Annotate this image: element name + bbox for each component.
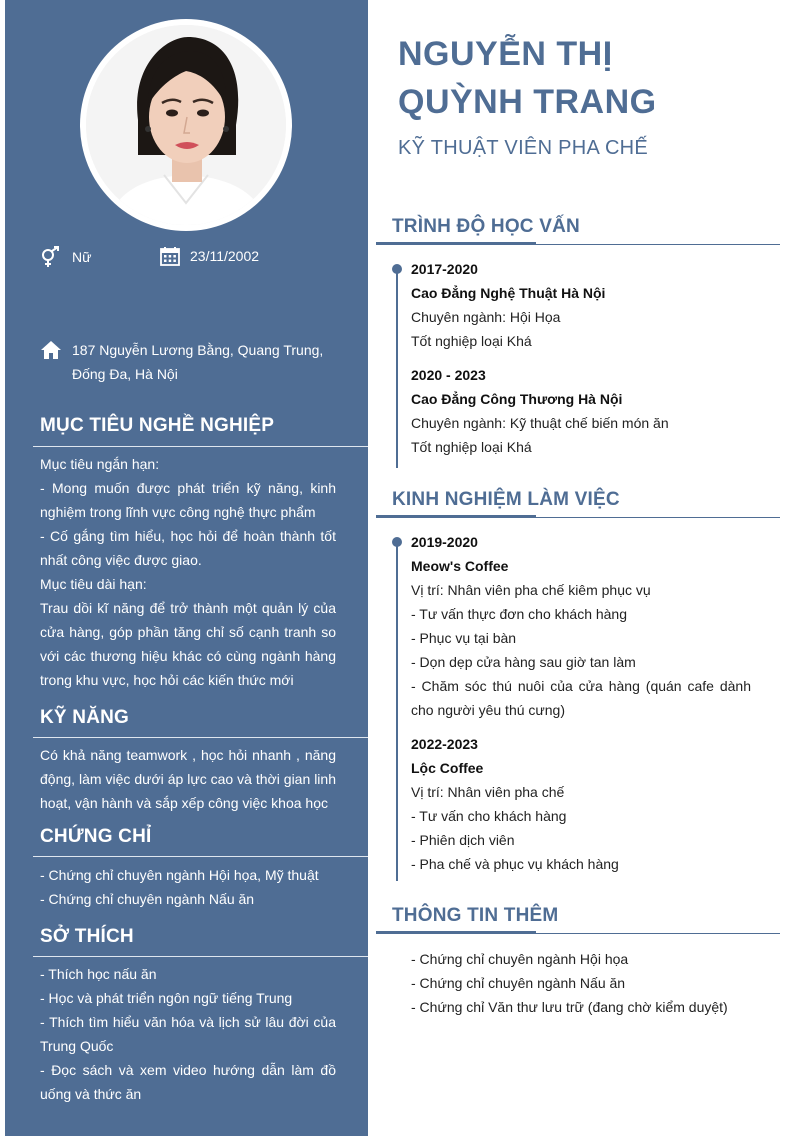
education-timeline <box>396 266 398 468</box>
education-major: Chuyên ngành: Hội Họa <box>411 309 561 325</box>
birthday-value: 23/11/2002 <box>190 248 260 264</box>
objective-line: - Mong muốn được phát triển kỹ năng, kinh nghiệm trong lĩnh vực công nghệ thực phẩm <box>40 480 336 520</box>
certificate-item: - Chứng chỉ chuyên ngành Hội họa, Mỹ thuật <box>40 867 319 883</box>
certificates-heading: CHỨNG CHỈ <box>40 826 152 847</box>
gender-value: Nữ <box>72 249 92 265</box>
experience-period: 2022-2023 <box>411 736 478 752</box>
additional-item: - Chứng chỉ chuyên ngành Nấu ăn <box>411 975 626 991</box>
candidate-name <box>398 30 657 126</box>
certificate-item: - Chứng chỉ chuyên ngành Nấu ăn <box>40 891 255 907</box>
gender-row <box>40 246 91 268</box>
experience-line: - Phiên dịch viên <box>411 832 515 848</box>
certificates-divider <box>33 856 368 857</box>
objective-text <box>40 452 336 692</box>
experience-company: Lộc Coffee <box>411 760 484 776</box>
education-heading: TRÌNH ĐỘ HỌC VẤN <box>392 216 580 237</box>
additional-list <box>411 947 751 1019</box>
hobbies-heading: SỞ THÍCH <box>40 926 134 947</box>
experience-company: Meow's Coffee <box>411 558 509 574</box>
address-row <box>40 338 360 386</box>
avatar-frame <box>80 19 292 231</box>
skills-heading: KỸ NĂNG <box>40 707 130 728</box>
experience-line: Vị trí: Nhân viên pha chế <box>411 784 565 800</box>
name-line-1: NGUYỄN THỊ <box>398 35 613 73</box>
additional-heading: THÔNG TIN THÊM <box>392 905 559 926</box>
experience-period: 2019-2020 <box>411 534 478 550</box>
education-school: Cao Đẳng Nghệ Thuật Hà Nội <box>411 285 606 301</box>
additional-divider-accent <box>376 931 536 934</box>
experience-line: - Chăm sóc thú nuôi của cửa hàng (quán cafe dành cho người yêu thú cưng) <box>411 678 751 718</box>
experience-divider-accent <box>376 515 536 518</box>
experience-line: - Tư vấn thực đơn cho khách hàng <box>411 606 628 622</box>
address-value: 187 Nguyễn Lương Bằng, Quang Trung, Đống Đa, Hà Nội <box>72 342 324 382</box>
experience-list <box>411 530 751 876</box>
gender-icon <box>40 246 62 268</box>
certificates-text <box>40 863 336 911</box>
experience-line: - Tư vấn cho khách hàng <box>411 808 567 824</box>
hobby-item: - Học và phát triển ngôn ngữ tiếng Trung <box>40 990 293 1006</box>
education-grade: Tốt nghiệp loại Khá <box>411 333 532 349</box>
education-school: Cao Đẳng Công Thương Hà Nội <box>411 391 623 407</box>
experience-timeline-dot <box>392 537 402 547</box>
job-title: KỸ THUẬT VIÊN PHA CHẾ <box>398 137 649 159</box>
hobby-item: - Đọc sách và xem video hướng dẫn làm đồ uống và thức ăn <box>40 1062 336 1102</box>
skills-text: Có khả năng teamwork , học hỏi nhanh , năng động, làm việc dưới áp lực cao và thời gian linh hoạt, vận hành và sắp xếp công việc khoa học <box>40 747 336 811</box>
objective-heading: MỤC TIÊU NGHỀ NGHIỆP <box>40 415 275 436</box>
home-icon <box>40 340 62 360</box>
education-grade: Tốt nghiệp loại Khá <box>411 439 532 455</box>
calendar-icon <box>160 246 180 266</box>
experience-line: Vị trí: Nhân viên pha chế kiêm phục vụ <box>411 582 651 598</box>
experience-heading: KINH NGHIỆM LÀM VIỆC <box>392 489 620 510</box>
experience-line: - Dọn dẹp cửa hàng sau giờ tan làm <box>411 654 636 670</box>
experience-timeline <box>396 539 398 881</box>
additional-item: - Chứng chỉ Văn thư lưu trữ (đang chờ kiểm duyệt) <box>411 999 728 1015</box>
objective-divider <box>33 446 368 447</box>
education-list <box>411 257 751 459</box>
hobby-item: - Thích học nấu ăn <box>40 966 157 982</box>
education-period: 2020 - 2023 <box>411 367 486 383</box>
objective-line: Mục tiêu dài hạn: <box>40 576 147 592</box>
education-period: 2017-2020 <box>411 261 478 277</box>
avatar <box>86 25 286 225</box>
birthday-row <box>160 246 259 266</box>
name-line-2: QUỲNH TRANG <box>398 83 657 121</box>
portrait-photo <box>86 25 286 225</box>
education-major: Chuyên ngành: Kỹ thuật chế biến món ăn <box>411 415 669 431</box>
sidebar <box>5 0 368 1136</box>
education-timeline-dot <box>392 264 402 274</box>
hobbies-text <box>40 962 336 1106</box>
objective-line: - Cố gắng tìm hiểu, học hỏi để hoàn thành tốt nhất công việc được giao. <box>40 528 336 568</box>
experience-line: - Phục vụ tại bàn <box>411 630 517 646</box>
hobbies-divider <box>33 956 368 957</box>
additional-item: - Chứng chỉ chuyên ngành Hội họa <box>411 951 629 967</box>
skills-divider <box>33 737 368 738</box>
hobby-item: - Thích tìm hiểu văn hóa và lịch sử lâu đời của Trung Quốc <box>40 1014 336 1054</box>
objective-line: Mục tiêu ngắn hạn: <box>40 456 160 472</box>
objective-line: Trau dồi kĩ năng để trở thành một quản lý của cửa hàng, góp phần tăng chỉ số cạnh tranh so với các thương hiệu khác có cùng ngành hàng trong khu vực, học hỏi các kiến thức mới <box>40 600 336 688</box>
education-divider-accent <box>376 242 536 245</box>
experience-line: - Pha chế và phục vụ khách hàng <box>411 856 619 872</box>
